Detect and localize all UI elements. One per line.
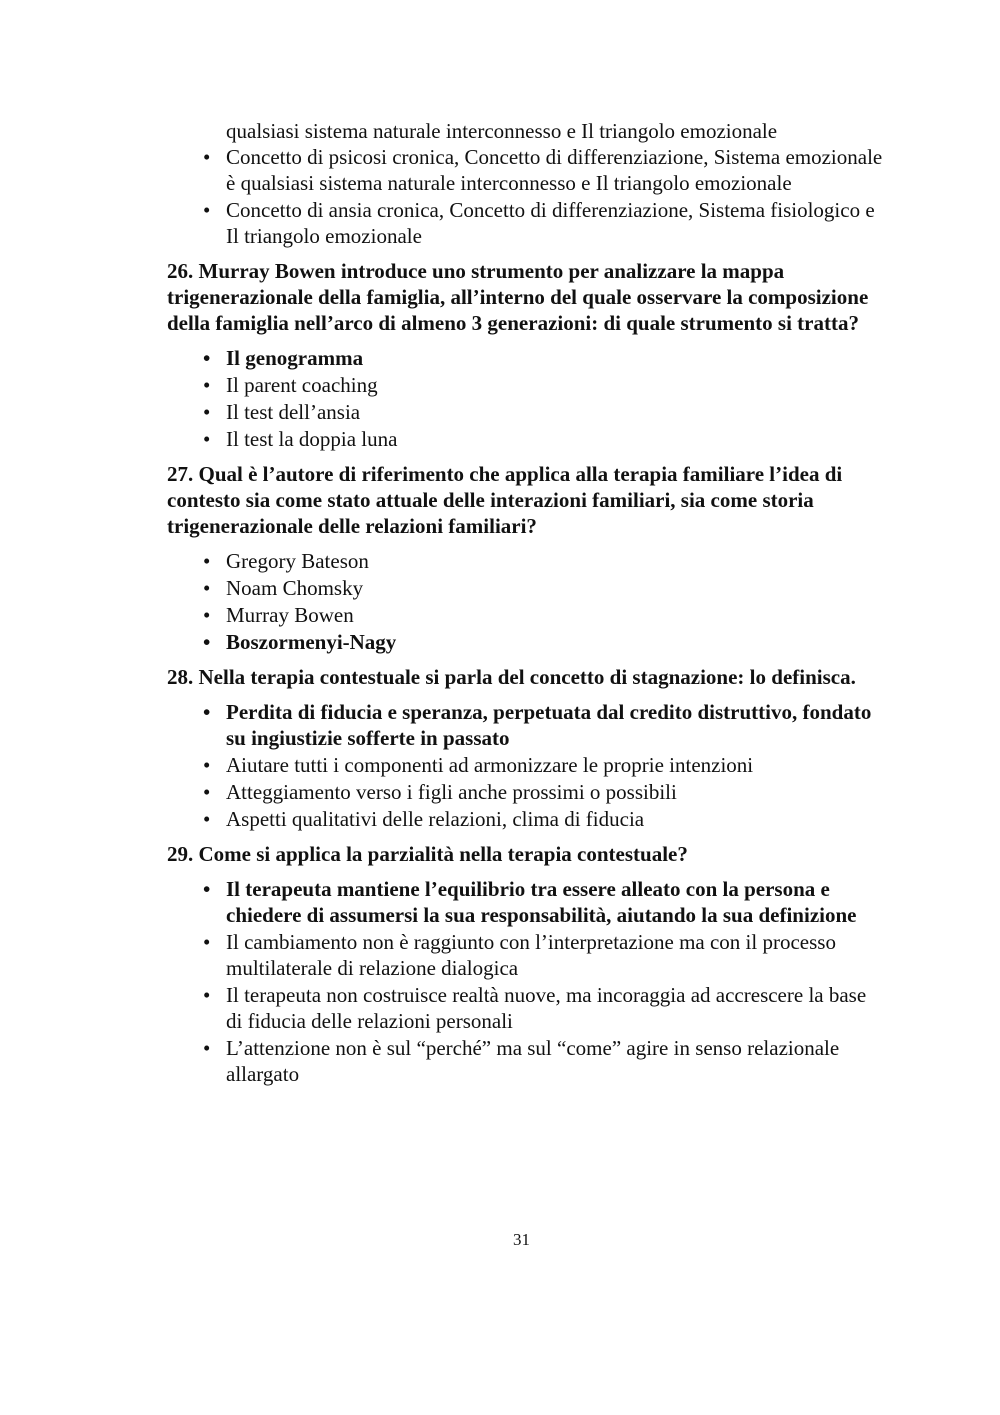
bullet-icon: • xyxy=(203,700,211,724)
bullet-icon: • xyxy=(203,753,211,777)
option-item-correct: • Perdita di fiducia e speranza, perpetuata dal credito distruttivo, fondato su ingiustizie sofferte in passato xyxy=(203,700,872,750)
option-item: • Il test dell’ansia xyxy=(203,400,361,424)
bullet-icon: • xyxy=(203,145,211,169)
option-item: • Il cambiamento non è raggiunto con l’interpretazione ma con il processo multilaterale di relazione dialogica xyxy=(203,930,836,980)
option-item: • Concetto di psicosi cronica, Concetto di differenziazione, Sistema emozionale è qualsiasi sistema naturale interconnesso e Il triangolo emozionale xyxy=(203,145,883,195)
question-28: 28. Nella terapia contestuale si parla del concetto di stagnazione: lo definisca. xyxy=(167,665,856,689)
bullet-icon: • xyxy=(203,930,211,954)
bullet-icon: • xyxy=(203,198,211,222)
bullet-icon: • xyxy=(203,427,211,451)
question-27: 27. Qual è l’autore di riferimento che applica alla terapia familiare l’idea di contesto sia come stato attuale delle interazioni familiari, sia come storia trigenerazionale delle relazioni familiari? xyxy=(167,462,843,538)
option-item: • Il terapeuta non costruisce realtà nuove, ma incoraggia ad accrescere la base di fiducia delle relazioni personali xyxy=(203,983,867,1033)
options-list-27 xyxy=(167,548,887,655)
bullet-icon: • xyxy=(203,603,211,627)
option-item: • Gregory Bateson xyxy=(203,549,369,573)
bullet-icon: • xyxy=(203,807,211,831)
bullet-icon: • xyxy=(203,549,211,573)
bullet-icon: • xyxy=(203,346,211,370)
option-item: • Aspetti qualitativi delle relazioni, clima di fiducia xyxy=(203,807,645,831)
option-item: • Atteggiamento verso i figli anche prossimi o possibili xyxy=(203,780,677,804)
option-item-correct: • Il genogramma xyxy=(203,346,364,370)
bullet-icon: • xyxy=(203,576,211,600)
option-item: • Concetto di ansia cronica, Concetto di differenziazione, Sistema fisiologico e Il triangolo emozionale xyxy=(203,198,875,248)
option-item: • Il test la doppia luna xyxy=(203,427,398,451)
question-26: 26. Murray Bowen introduce uno strumento per analizzare la mappa trigenerazionale della famiglia, all’interno del quale osservare la composizione della famiglia nell’arco di almeno 3 generazioni: di quale strumento si tratta? xyxy=(167,259,869,335)
option-item-correct: • Boszormenyi-Nagy xyxy=(203,630,397,654)
question-29: 29. Come si applica la parzialità nella terapia contestuale? xyxy=(167,842,688,866)
bullet-icon: • xyxy=(203,877,211,901)
option-item-correct: • Il terapeuta mantiene l’equilibrio tra essere alleato con la persona e chiedere di assumersi la sua responsabilità, aiutando la sua definizione xyxy=(203,877,857,927)
bullet-icon: • xyxy=(203,400,211,424)
bullet-icon: • xyxy=(203,1036,211,1060)
bullet-icon: • xyxy=(203,373,211,397)
bullet-icon: • xyxy=(203,630,211,654)
options-list-29 xyxy=(167,876,887,1087)
option-item: • Aiutare tutti i componenti ad armonizzare le proprie intenzioni xyxy=(203,753,754,777)
option-item: • Il parent coaching xyxy=(203,373,378,397)
option-item: • Noam Chomsky xyxy=(203,576,364,600)
continued-options-list xyxy=(167,144,887,249)
page-number: 31 xyxy=(513,1230,530,1249)
options-list-26 xyxy=(167,345,887,452)
bullet-icon: • xyxy=(203,983,211,1007)
page-content xyxy=(167,118,887,1088)
option-item: • Murray Bowen xyxy=(203,603,354,627)
continued-option-text: qualsiasi sistema naturale interconnesso e Il triangolo emozionale xyxy=(226,119,778,143)
bullet-icon: • xyxy=(203,780,211,804)
option-item: • L’attenzione non è sul “perché” ma sul “come” agire in senso relazionale allargato xyxy=(203,1036,840,1086)
options-list-28 xyxy=(167,699,887,832)
